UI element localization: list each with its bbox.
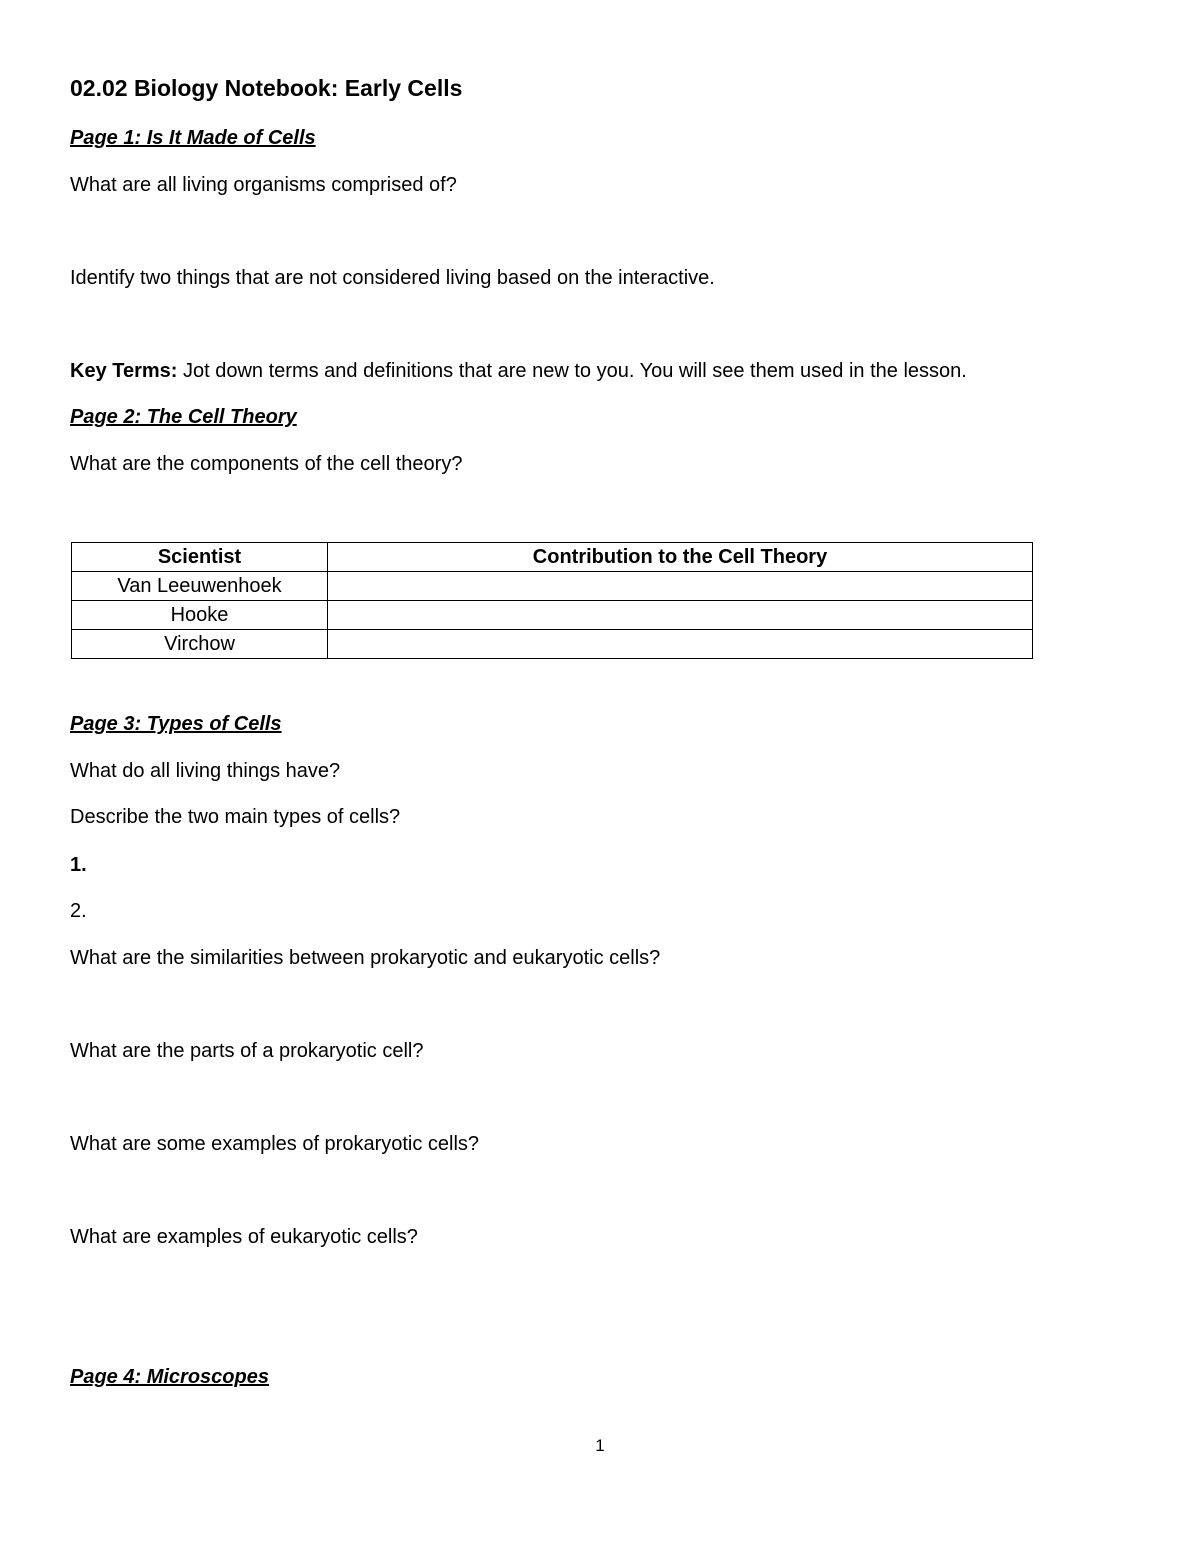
table-row: [72, 630, 1033, 659]
section-heading-page2: Page 2: The Cell Theory: [70, 406, 297, 428]
question-text: What are the parts of a prokaryotic cell?: [70, 1040, 424, 1062]
table-row: [72, 572, 1033, 601]
table-cell-scientist: Van Leeuwenhoek: [72, 572, 328, 601]
question-text: Identify two things that are not considered living based on the interactive.: [70, 267, 715, 289]
question-text: What are some examples of prokaryotic cells?: [70, 1133, 480, 1155]
question-text: What are the components of the cell theory?: [70, 453, 463, 475]
question-text: What are the similarities between prokaryotic and eukaryotic cells?: [70, 947, 661, 969]
document-title: 02.02 Biology Notebook: Early Cells: [70, 75, 463, 101]
question-text: What do all living things have?: [70, 760, 341, 782]
key-terms-line: [70, 359, 967, 383]
key-terms-label: Key Terms:: [70, 360, 178, 382]
table-cell-contribution[interactable]: [328, 630, 1033, 659]
question-text: What are examples of eukaryotic cells?: [70, 1226, 418, 1248]
table-cell-scientist: Hooke: [72, 601, 328, 630]
scientist-table: [71, 542, 1033, 659]
question-text: Describe the two main types of cells?: [70, 806, 401, 828]
table-row: [72, 601, 1033, 630]
page-number: 1: [595, 1436, 605, 1455]
table-header-cell: Contribution to the Cell Theory: [328, 543, 1033, 572]
table-header-cell: Scientist: [72, 543, 328, 572]
list-item-number: 1.: [70, 854, 87, 876]
table-cell-contribution[interactable]: [328, 572, 1033, 601]
section-heading-page1: Page 1: Is It Made of Cells: [70, 127, 316, 149]
table-header-row: [72, 543, 1033, 572]
section-heading-page4: Page 4: Microscopes: [70, 1366, 269, 1388]
table-cell-scientist: Virchow: [72, 630, 328, 659]
table-cell-contribution[interactable]: [328, 601, 1033, 630]
question-text: What are all living organisms comprised of?: [70, 174, 457, 196]
key-terms-text: Jot down terms and definitions that are new to you. You will see them used in the lesson.: [177, 360, 967, 382]
list-item-number: 2.: [70, 900, 87, 922]
section-heading-page3: Page 3: Types of Cells: [70, 713, 282, 735]
